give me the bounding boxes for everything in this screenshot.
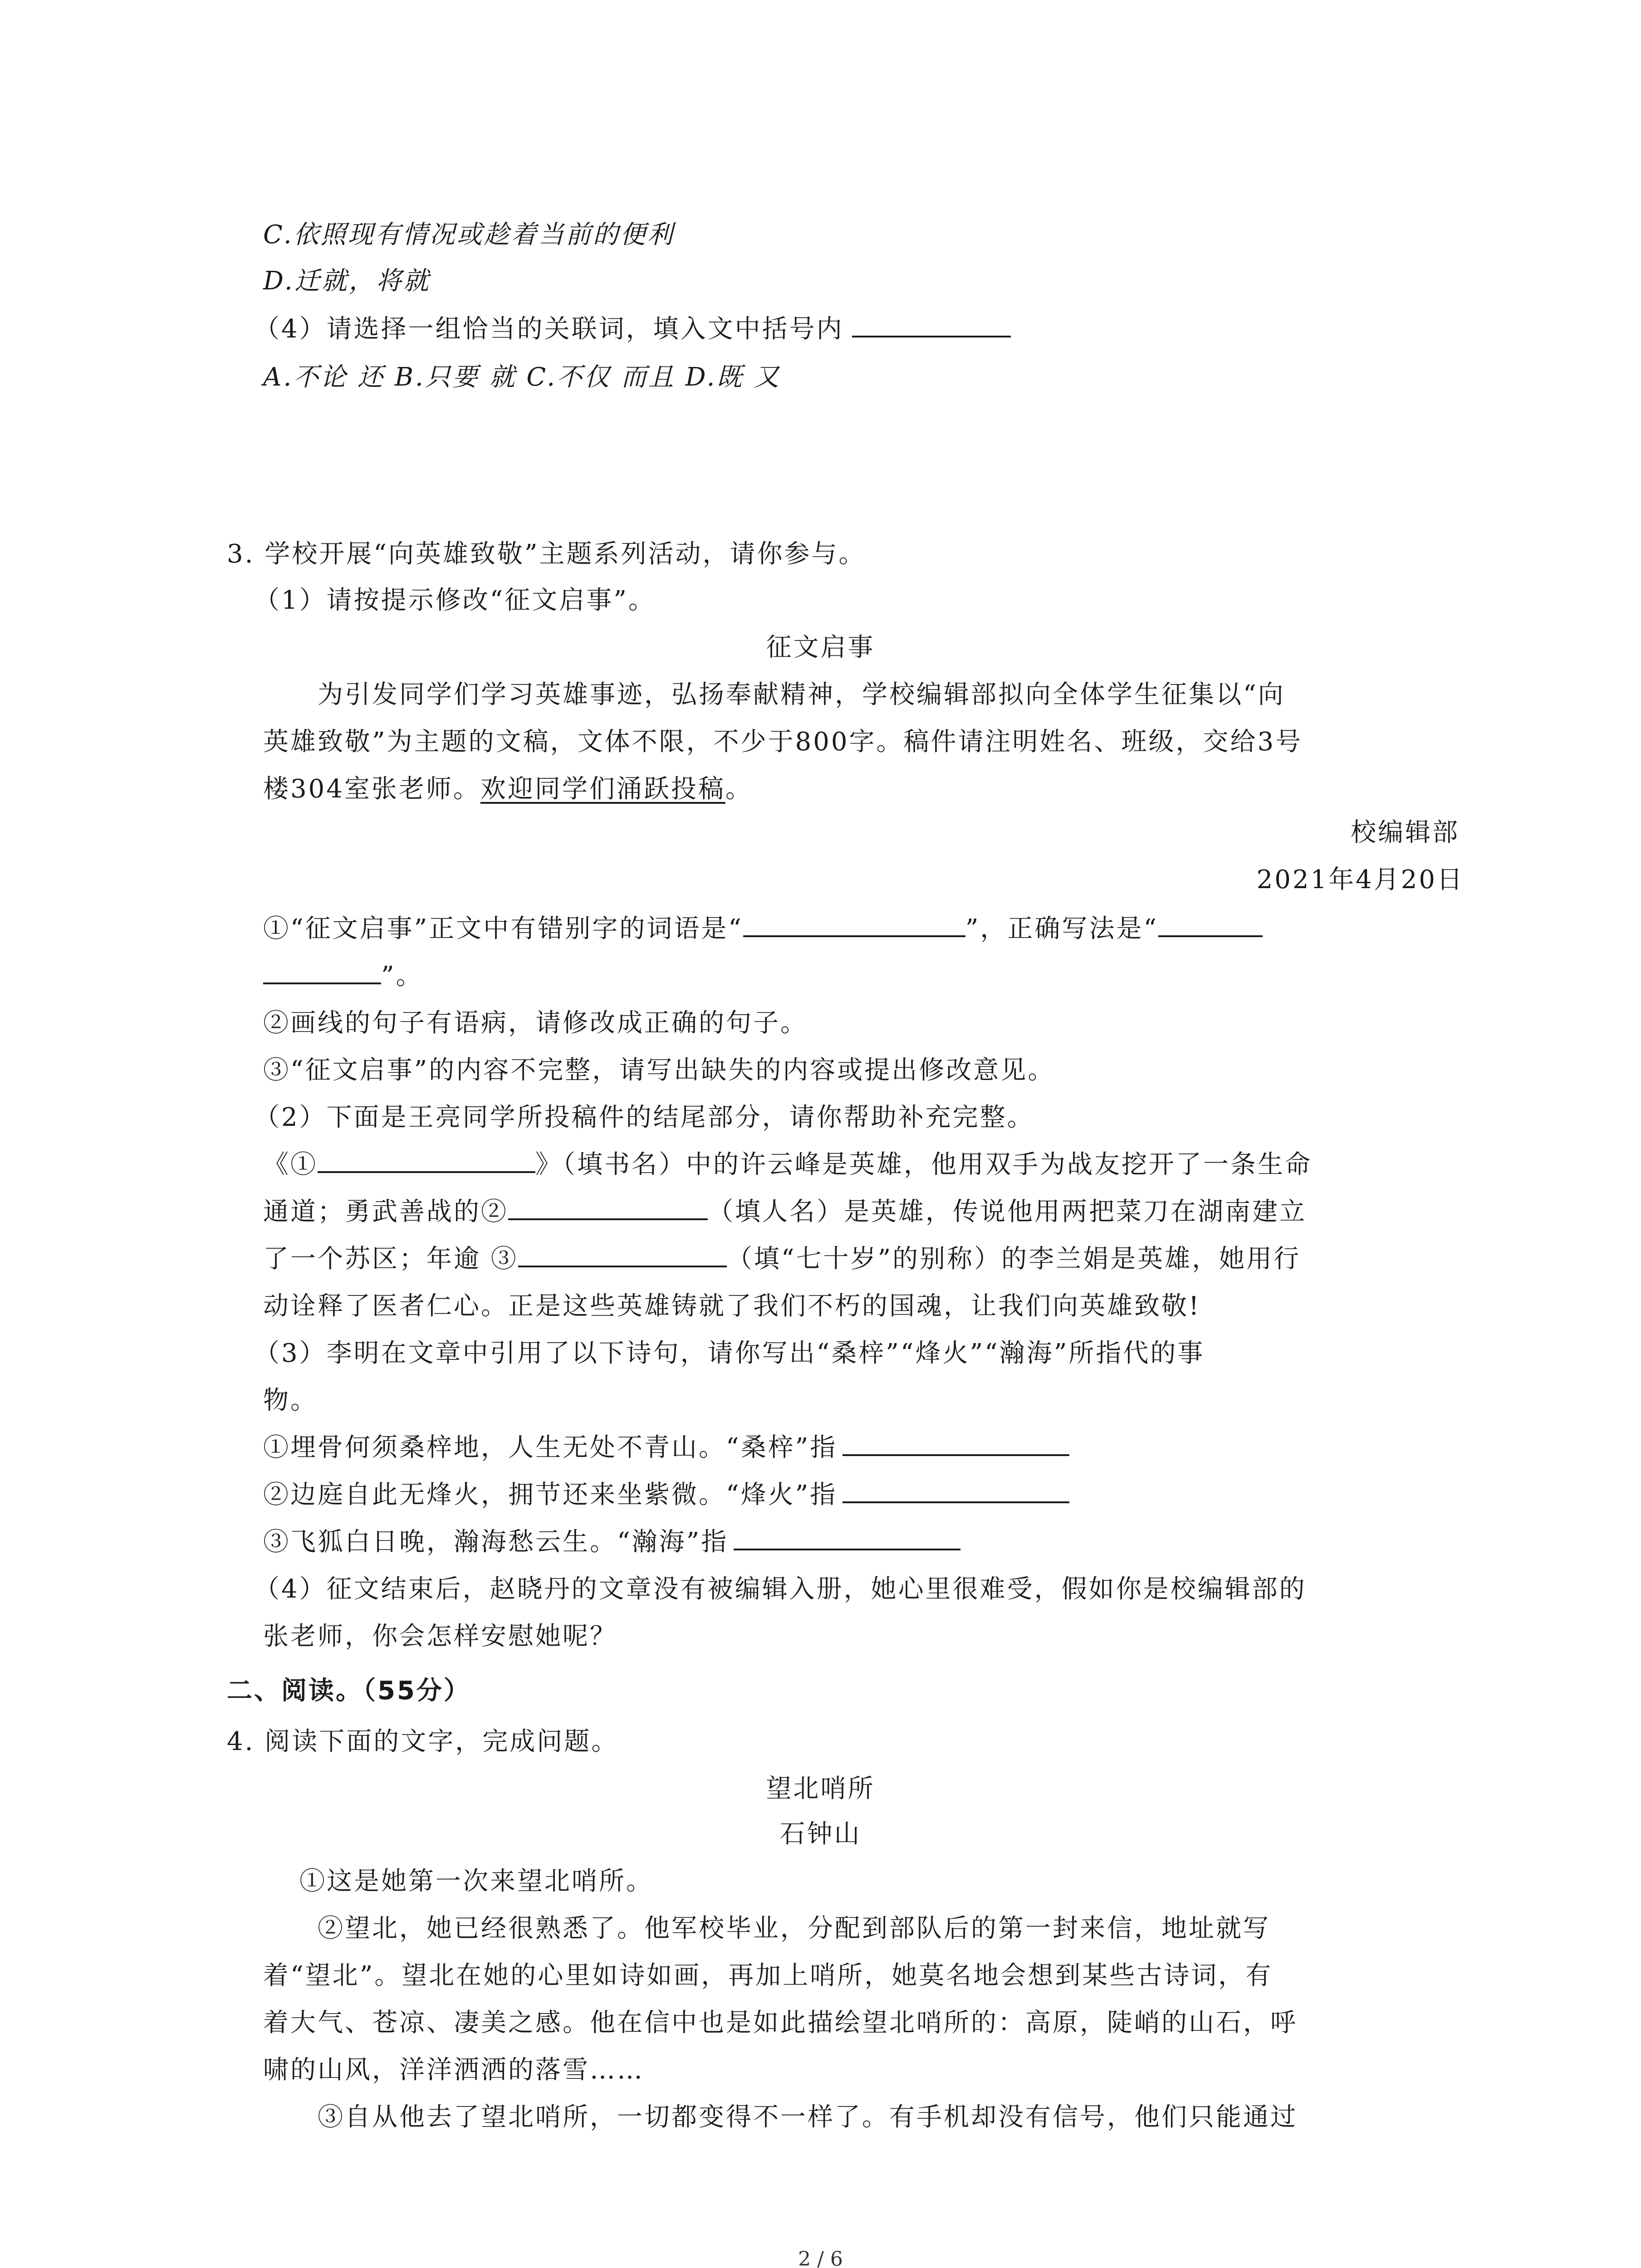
q3-part3-b-text: ②边庭自此无烽火，拥节还来坐紫微。“烽火”指	[263, 1480, 838, 1510]
q3-sub3: ③“征文启事”的内容不完整，请写出缺失的内容或提出修改意见。	[263, 1056, 1055, 1085]
option-d: D.迁就，将就	[263, 266, 431, 296]
q3-part2-line2-b: （填人名）是英雄，传说他用两把菜刀在湖南建立	[708, 1197, 1307, 1227]
q3-sub1-cont	[263, 958, 423, 994]
q3-sub1-text-a: ①“征文启事”正文中有错别字的词语是“	[263, 914, 743, 943]
q3-part3-a	[263, 1430, 1069, 1466]
notice-line-3	[263, 771, 753, 807]
story-para-2-line3: 着大气、苍凉、凄美之感。他在信中也是如此描绘望北哨所的：高原，陡峭的山石，呼	[263, 2008, 1298, 2038]
q3-part3-c-text: ③飞狐白日晚，瀚海愁云生。“瀚海”指	[263, 1527, 729, 1557]
notice-date: 2021年4月20日	[1256, 865, 1464, 894]
answer-blank[interactable]	[508, 1195, 708, 1220]
answer-blank[interactable]	[843, 1478, 1069, 1503]
q3-sub2: ②画线的句子有语病，请修改成正确的句子。	[263, 1008, 808, 1038]
q3-sub1	[263, 911, 1263, 947]
q3-part3-c	[263, 1524, 960, 1560]
underlined-sentence: 欢迎同学们涌跃投稿	[480, 774, 725, 804]
notice-line-2: 英雄致敬”为主题的文稿，文体不限，不少于800字。稿件请注明姓名、班级，交给3号	[263, 727, 1303, 757]
q3-part2-prompt: （2）下面是王亮同学所投稿件的结尾部分，请你帮助补充完整。	[254, 1103, 1034, 1132]
answer-blank[interactable]	[1158, 912, 1263, 937]
answer-blank[interactable]	[843, 1431, 1069, 1456]
q3-part2-line3-b: （填“七十岁”的别称）的李兰娟是英雄，她用行	[726, 1244, 1301, 1274]
story-para-3-line1: ③自从他去了望北哨所，一切都变得不一样了。有手机却没有信号，他们只能通过	[318, 2102, 1298, 2132]
q2-part4-prompt	[254, 311, 1011, 347]
page-number: 2 / 6	[798, 2248, 843, 2268]
q3-part2-line2	[263, 1194, 1307, 1230]
story-para-1: ①这是她第一次来望北哨所。	[299, 1867, 653, 1896]
q2-part4-choices: A.不论 还 B.只要 就 C.不仅 而且 D.既 又	[263, 362, 781, 392]
story-para-2-line4: 啸的山风，洋洋洒洒的落雪……	[263, 2055, 644, 2085]
q2-part4-text: （4）请选择一组恰当的关联词，填入文中括号内	[254, 314, 844, 344]
q3-part2-line1-a: 《①	[263, 1150, 318, 1179]
q3-sub1-text-c: ”。	[381, 961, 423, 991]
q3-part1-prompt: （1）请按提示修改“征文启事”。	[254, 586, 656, 615]
q3-part2-line1-b: 》（填书名）中的许云峰是英雄，他用双手为战友挖开了一条生命	[535, 1150, 1312, 1179]
answer-blank[interactable]	[318, 1148, 535, 1173]
story-para-2-line2: 着“望北”。望北在她的心里如诗如画，再加上哨所，她莫名地会想到某些古诗词，有	[263, 1961, 1273, 1990]
q3-part3-line2: 物。	[263, 1386, 318, 1415]
q3-part4-line1: （4）征文结束后，赵晓丹的文章没有被编辑入册，她心里很难受，假如你是校编辑部的	[254, 1574, 1307, 1604]
q3-sub1-text-b: ”，正确写法是“	[965, 914, 1159, 943]
notice-title: 征文启事	[766, 633, 875, 662]
q3-part3-a-text: ①埋骨何须桑梓地，人生无处不青山。“桑梓”指	[263, 1433, 838, 1462]
answer-blank[interactable]	[734, 1525, 960, 1550]
answer-blank[interactable]	[263, 959, 381, 984]
q3-part2-line3	[263, 1241, 1301, 1277]
answer-blank[interactable]	[518, 1242, 727, 1267]
story-title: 望北哨所	[766, 1774, 875, 1804]
story-para-2-line1: ②望北，她已经很熟悉了。他军校毕业，分配到部队后的第一封来信，地址就写	[318, 1914, 1270, 1943]
notice-line-3-pre: 楼304室张老师。	[263, 774, 480, 804]
answer-blank[interactable]	[743, 912, 965, 937]
question-4-intro: 4. 阅读下面的文字，完成问题。	[227, 1727, 619, 1756]
notice-signer: 校编辑部	[1351, 818, 1460, 847]
q3-part2-line1	[263, 1147, 1312, 1183]
section-heading: 二、阅读。（55分）	[227, 1676, 471, 1706]
q3-part4-line2: 张老师，你会怎样安慰她呢？	[263, 1622, 617, 1651]
option-c: C.依照现有情况或趁着当前的便利	[263, 220, 675, 249]
q3-part2-line3-a: 了一个苏区；年逾 ③	[263, 1244, 518, 1274]
q3-part3-b	[263, 1477, 1069, 1513]
answer-blank[interactable]	[852, 312, 1011, 337]
notice-line-3-post: 。	[725, 774, 753, 804]
story-author: 石钟山	[779, 1819, 862, 1849]
q3-part2-line4: 动诠释了医者仁心。正是这些英雄铸就了我们不朽的国魂，让我们向英雄致敬!	[263, 1291, 1201, 1321]
question-3-intro: 3. 学校开展“向英雄致敬”主题系列活动，请你参与。	[227, 539, 866, 569]
notice-line-1: 为引发同学们学习英雄事迹，弘扬奉献精神，学校编辑部拟向全体学生征集以“向	[318, 680, 1285, 709]
q3-part3-line1: （3）李明在文章中引用了以下诗句，请你写出“桑梓”“烽火”“瀚海”所指代的事	[254, 1339, 1205, 1368]
q3-part2-line2-a: 通道；勇武善战的②	[263, 1197, 508, 1227]
